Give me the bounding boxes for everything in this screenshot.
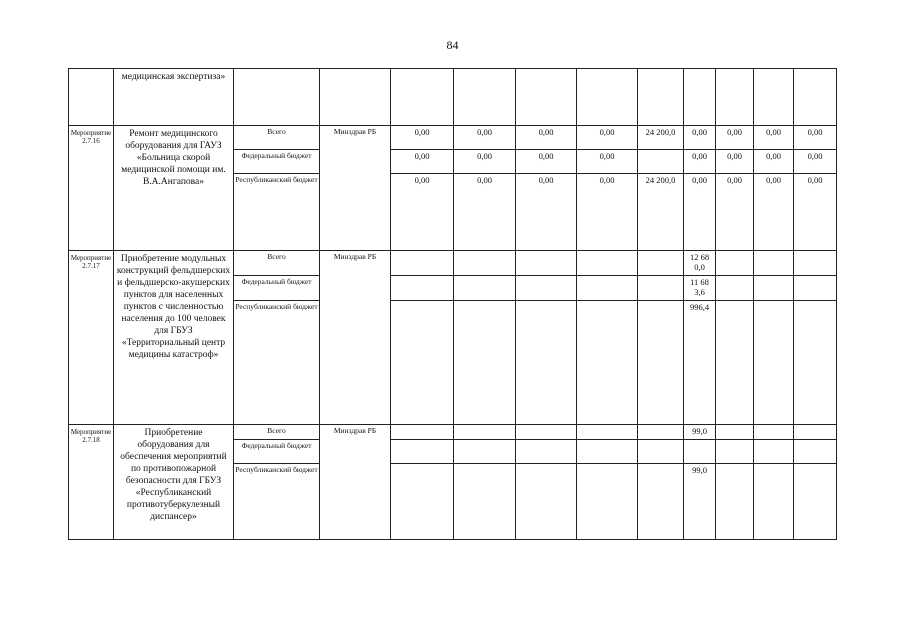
funding-source: Всего <box>234 251 320 276</box>
table-cell <box>716 69 754 126</box>
value-cell: 24 200,0 <box>638 174 684 251</box>
table-cell <box>234 69 320 126</box>
measure-name: Приобретение модульных конструкций фельдшерских и фельдшерско-акушерских пунктов для населенных пунктов с численностью населения до 100 человек для ГБУЗ «Территориальный центр медицины катастроф» <box>114 251 234 425</box>
value-cell: 0,00 <box>391 126 454 150</box>
value-cell: 0,00 <box>684 126 716 150</box>
value-cell <box>716 276 754 301</box>
value-cell <box>638 440 684 464</box>
value-cell <box>716 464 754 540</box>
budget-table <box>68 68 837 540</box>
value-cell <box>716 425 754 440</box>
executor: Минздрав РБ <box>320 425 391 540</box>
funding-source: Республиканский бюджет <box>234 174 320 251</box>
value-cell: 0,00 <box>577 126 638 150</box>
measure-code: Мероприятие 2.7.16 <box>69 126 114 251</box>
value-cell <box>638 150 684 174</box>
table-cell <box>391 69 454 126</box>
value-cell: 0,00 <box>716 150 754 174</box>
value-cell <box>577 425 638 440</box>
value-cell <box>454 276 516 301</box>
value-cell <box>391 251 454 276</box>
measure-code: Мероприятие 2.7.17 <box>69 251 114 425</box>
value-cell: 0,00 <box>516 126 577 150</box>
value-cell <box>754 464 794 540</box>
value-cell <box>754 440 794 464</box>
value-cell <box>716 301 754 425</box>
value-cell <box>454 251 516 276</box>
page-number: 84 <box>446 38 459 52</box>
table-cell <box>754 69 794 126</box>
value-cell <box>638 301 684 425</box>
value-cell <box>391 276 454 301</box>
funding-source: Республиканский бюджет <box>234 464 320 540</box>
value-cell <box>577 464 638 540</box>
value-cell <box>794 440 837 464</box>
value-cell <box>716 440 754 464</box>
table-cell <box>638 69 684 126</box>
value-cell: 12 680,0 <box>684 251 716 276</box>
value-cell <box>391 301 454 425</box>
value-cell <box>638 251 684 276</box>
value-cell <box>516 464 577 540</box>
value-cell: 0,00 <box>684 174 716 251</box>
value-cell <box>391 464 454 540</box>
value-cell: 0,00 <box>794 150 837 174</box>
value-cell <box>454 425 516 440</box>
measure-code: Мероприятие 2.7.18 <box>69 425 114 540</box>
value-cell: 0,00 <box>754 174 794 251</box>
value-cell <box>794 276 837 301</box>
table-cell <box>320 69 391 126</box>
measure-name: Приобретение оборудования для обеспечения мероприятий по противопожарной безопасности для ГБУЗ «Республиканский противотуберкулезный диспансер» <box>114 425 234 540</box>
funding-source: Федеральный бюджет <box>234 150 320 174</box>
value-cell <box>794 425 837 440</box>
table-cell <box>454 69 516 126</box>
value-cell: 0,00 <box>454 126 516 150</box>
value-cell: 0,00 <box>516 150 577 174</box>
value-cell <box>454 301 516 425</box>
value-cell: 0,00 <box>577 150 638 174</box>
value-cell <box>454 440 516 464</box>
value-cell: 0,00 <box>454 150 516 174</box>
value-cell: 0,00 <box>794 126 837 150</box>
value-cell <box>391 425 454 440</box>
value-cell: 0,00 <box>716 174 754 251</box>
table-cell <box>794 69 837 126</box>
table-cell <box>69 69 114 126</box>
table-cell <box>516 69 577 126</box>
value-cell: 0,00 <box>577 174 638 251</box>
value-cell <box>716 251 754 276</box>
value-cell <box>516 440 577 464</box>
value-cell <box>754 276 794 301</box>
value-cell: 0,00 <box>754 150 794 174</box>
table-row <box>69 251 837 276</box>
value-cell: 0,00 <box>754 126 794 150</box>
value-cell <box>391 440 454 464</box>
value-cell <box>516 276 577 301</box>
value-cell: 24 200,0 <box>638 126 684 150</box>
executor: Минздрав РБ <box>320 251 391 425</box>
funding-source: Всего <box>234 126 320 150</box>
value-cell: 0,00 <box>516 174 577 251</box>
value-cell: 99,0 <box>684 464 716 540</box>
value-cell <box>794 464 837 540</box>
funding-source: Федеральный бюджет <box>234 276 320 301</box>
value-cell: 99,0 <box>684 425 716 440</box>
measure-name: Ремонт медицинского оборудования для ГАУЗ «Больница скорой медицинской помощи им. В.А.Ангапова» <box>114 126 234 251</box>
value-cell <box>577 251 638 276</box>
value-cell <box>638 276 684 301</box>
value-cell: 11 683,6 <box>684 276 716 301</box>
value-cell <box>516 425 577 440</box>
funding-source: Всего <box>234 425 320 440</box>
value-cell <box>754 301 794 425</box>
value-cell <box>638 425 684 440</box>
table-row <box>69 126 837 150</box>
value-cell <box>516 251 577 276</box>
table-row <box>69 425 837 440</box>
value-cell <box>516 301 577 425</box>
value-cell <box>454 464 516 540</box>
executor: Минздрав РБ <box>320 126 391 251</box>
value-cell: 0,00 <box>391 150 454 174</box>
value-cell <box>577 440 638 464</box>
value-cell <box>794 301 837 425</box>
table-row <box>69 69 837 126</box>
table-cell <box>577 69 638 126</box>
value-cell <box>577 301 638 425</box>
value-cell <box>794 251 837 276</box>
value-cell: 0,00 <box>794 174 837 251</box>
value-cell: 0,00 <box>454 174 516 251</box>
funding-source: Федеральный бюджет <box>234 440 320 464</box>
funding-source: Республиканский бюджет <box>234 301 320 425</box>
value-cell: 0,00 <box>391 174 454 251</box>
value-cell: 996,4 <box>684 301 716 425</box>
value-cell <box>684 440 716 464</box>
value-cell: 0,00 <box>716 126 754 150</box>
value-cell <box>754 425 794 440</box>
value-cell: 0,00 <box>684 150 716 174</box>
value-cell <box>754 251 794 276</box>
value-cell <box>638 464 684 540</box>
measure-name-continued: медицинская экспертиза» <box>114 69 234 126</box>
value-cell <box>577 276 638 301</box>
table-cell <box>684 69 716 126</box>
